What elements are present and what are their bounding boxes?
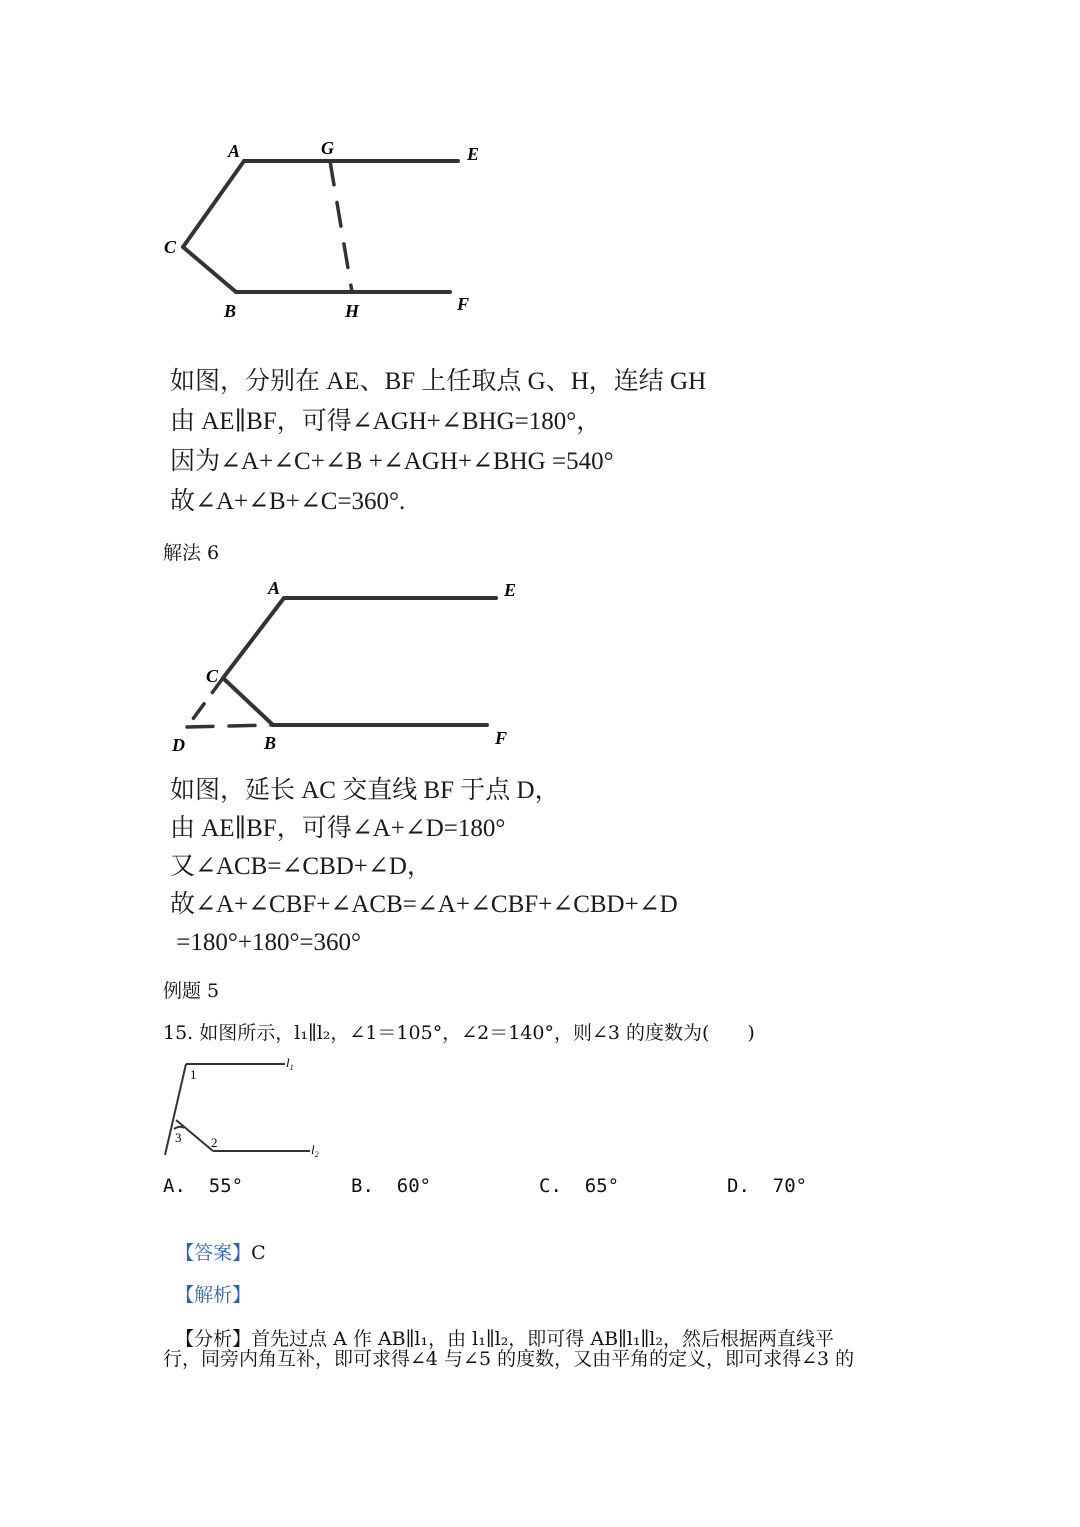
label-G: G: [321, 138, 334, 158]
label-F: F: [457, 294, 470, 314]
label-l2: $l_2$: [311, 1142, 319, 1159]
answer-bracket: 【答案】: [175, 1242, 252, 1264]
proof-1-line: 故∠A+∠B+∠C=360°.: [170, 488, 406, 515]
proof-2-line: 由 AE∥BF，可得∠A+∠D=180°: [170, 815, 506, 842]
proof-2-line: =180°+180°=360°: [170, 929, 362, 956]
figure-1: [150, 130, 510, 330]
proof-2-line: 故∠A+∠CBF+∠ACB=∠A+∠CBF+∠CBD+∠D: [170, 891, 678, 918]
answer-value: C: [251, 1242, 266, 1264]
fenxi-text-1: 首先过点 A 作 AB∥l₁，由 l₁∥l₂，即可得 AB∥l₁∥l₂，然后根据两直线平: [251, 1328, 834, 1350]
choice-b: B. 60°: [351, 1175, 432, 1197]
label-B: B: [224, 301, 237, 321]
question-text: 15. 如图所示，l₁∥l₂，∠1＝105°，∠2＝140°，则∠3 的度数为( ): [163, 1022, 755, 1044]
fenxi-bracket: 【分析】: [175, 1328, 252, 1350]
angle-3-label: 3: [175, 1130, 182, 1145]
choice-d: D. 70°: [727, 1175, 808, 1197]
method-6-label: 解法 6: [163, 542, 220, 564]
analysis-bracket: 【解析】: [175, 1284, 252, 1306]
proof-2: [170, 772, 678, 962]
angle-2-label: 2: [211, 1135, 218, 1150]
label-H: H: [345, 301, 360, 321]
example-label: 例题 5: [163, 980, 220, 1002]
label-D: D: [172, 735, 185, 755]
figure-2: [160, 570, 540, 760]
label-C: C: [164, 237, 177, 257]
analysis-line: [163, 1258, 251, 1307]
label-B: B: [264, 733, 277, 753]
proof-2-line: 又∠ACB=∠CBD+∠D，: [170, 853, 432, 880]
figure-3: [160, 1055, 330, 1165]
label-F: F: [495, 728, 508, 748]
proof-1-line: 因为∠A+∠C+∠B +∠AGH+∠BHG =540°: [170, 448, 614, 475]
label-A: A: [268, 578, 281, 598]
proof-2-line: 如图，延长 AC 交直线 BF 于点 D，: [170, 777, 560, 804]
label-E: E: [504, 580, 517, 600]
angle-1-label: 1: [190, 1067, 197, 1082]
label-E: E: [467, 144, 480, 164]
fenxi-line-2: 行，同旁内角互补，即可求得∠4 与∠5 的度数，又由平角的定义，即可求得∠3 的: [163, 1348, 855, 1370]
proof-1-line: 如图，分别在 AE、BF 上任取点 G、H，连结 GH: [170, 368, 707, 395]
proof-1-line: 由 AE∥BF，可得∠AGH+∠BHG=180°，: [170, 408, 602, 435]
label-l1: $l_1$: [286, 1055, 294, 1072]
choice-c: C. 65°: [539, 1175, 620, 1197]
choice-a: A. 55°: [163, 1175, 244, 1197]
proof-1: [170, 362, 706, 522]
label-C: C: [206, 666, 219, 686]
label-A: A: [228, 141, 241, 161]
